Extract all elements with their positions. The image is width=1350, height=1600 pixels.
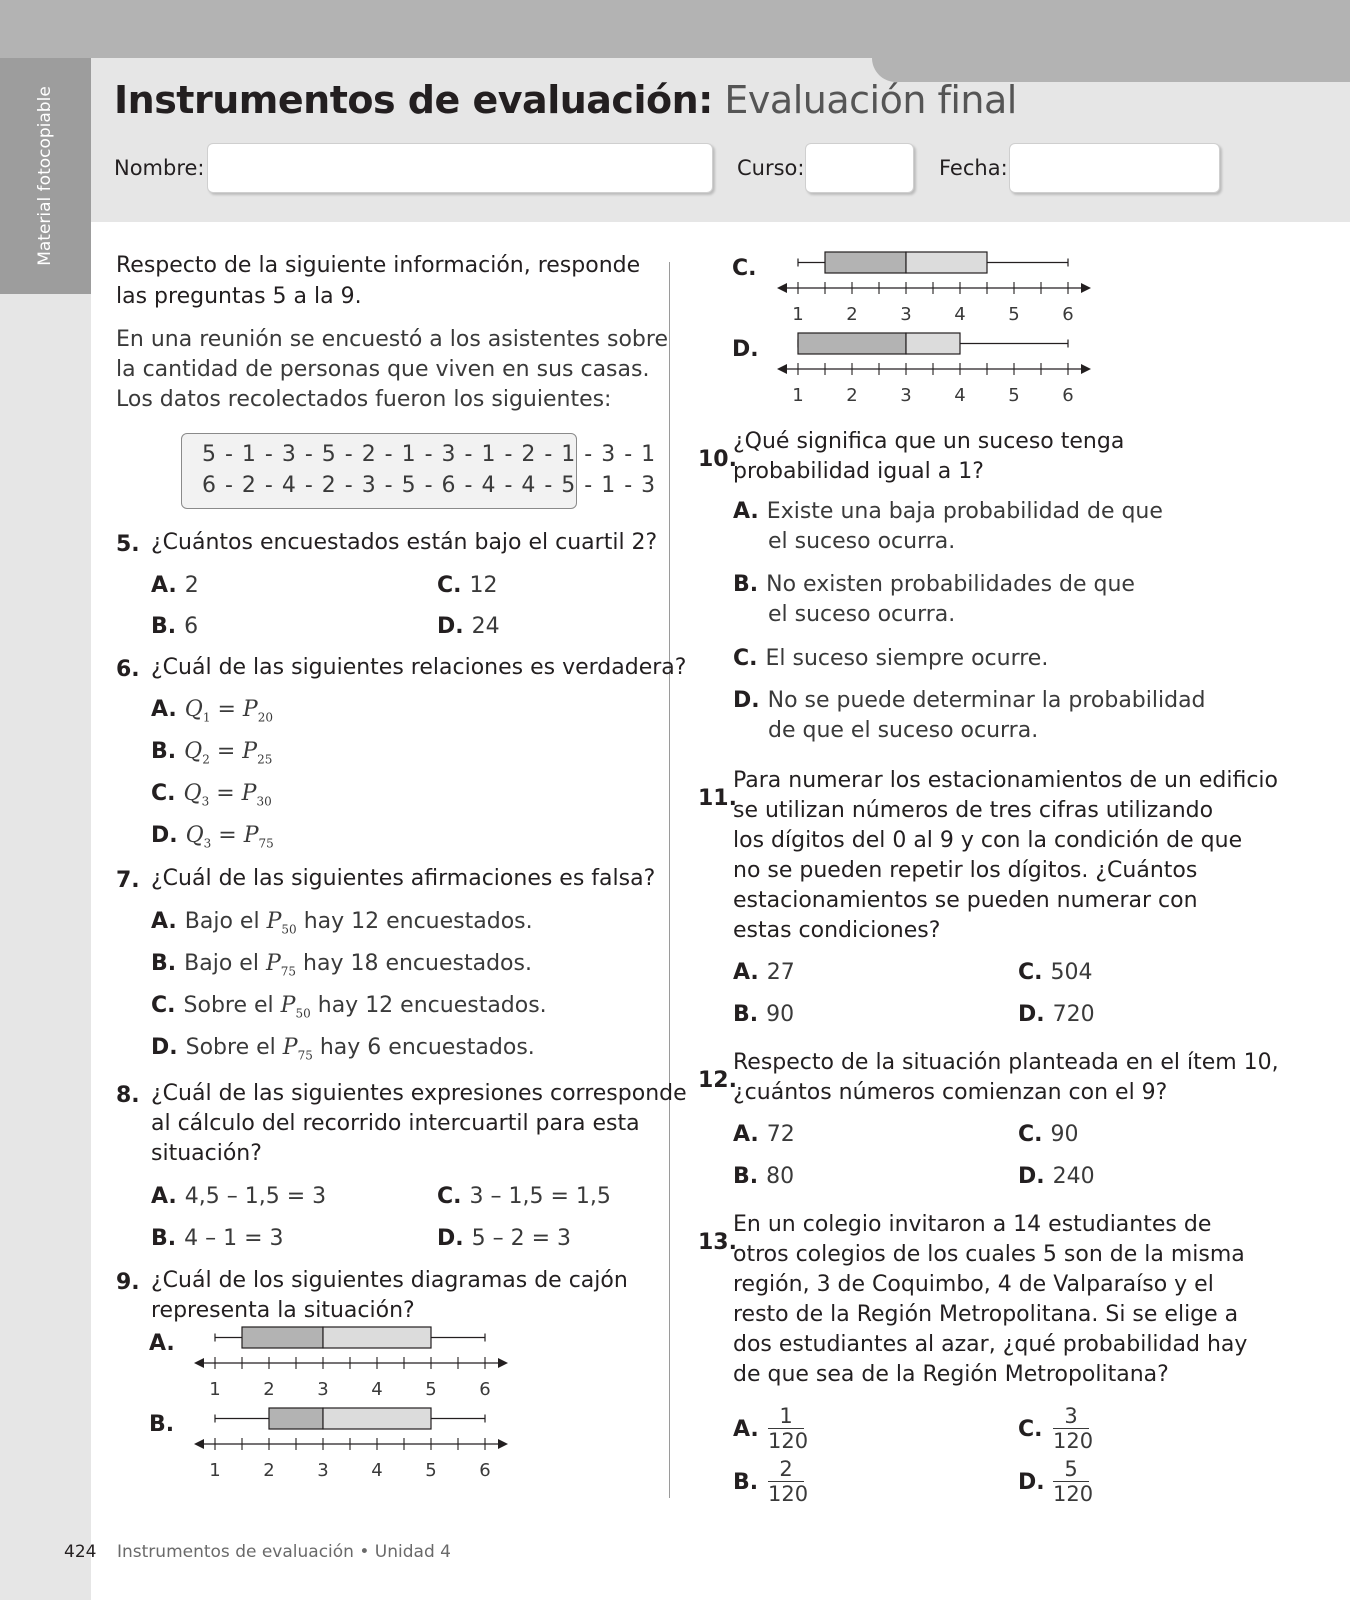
axis-tick-label: 1 bbox=[792, 385, 804, 405]
axis-arrow-left bbox=[777, 283, 787, 293]
q13-option-d-fraction: $\frac{5}{120}$ bbox=[1053, 1457, 1094, 1506]
q7-option-a[interactable]: A. Bajo el $P_{50}$ hay 12 encuestados. bbox=[151, 909, 533, 937]
nombre-field[interactable] bbox=[207, 143, 713, 193]
q12-line-2: ¿cuántos números comienzan con el 9? bbox=[733, 1080, 1168, 1105]
axis-arrow-left bbox=[194, 1358, 204, 1368]
q13-line-4: resto de la Región Metropolitana. Si se elige a bbox=[733, 1302, 1239, 1327]
title-bold: Instrumentos de evaluación: bbox=[114, 78, 713, 122]
q7-option-b[interactable]: B. Bajo el $P_{75}$ hay 18 encuestados. bbox=[151, 951, 532, 979]
q11-line-2: se utilizan números de tres cifras utilizando bbox=[733, 798, 1214, 823]
column-divider bbox=[669, 262, 670, 1498]
q5-option-a[interactable]: A. 2 bbox=[151, 573, 199, 598]
box-lower bbox=[798, 333, 906, 354]
q7-text: ¿Cuál de las siguientes afirmaciones es falsa? bbox=[151, 866, 656, 891]
q13-line-1: En un colegio invitaron a 14 estudiantes de bbox=[733, 1212, 1212, 1237]
q11-line-5: estacionamientos se pueden numerar con bbox=[733, 888, 1198, 913]
q12-option-c[interactable]: C. 90 bbox=[1018, 1122, 1079, 1147]
q13-line-3: región, 3 de Coquimbo, 4 de Valparaíso y el bbox=[733, 1272, 1214, 1297]
q10-option-b-cont: el suceso ocurra. bbox=[768, 602, 956, 627]
q12-option-b[interactable]: B. 80 bbox=[733, 1164, 795, 1189]
side-tab bbox=[0, 58, 91, 294]
fecha-label: Fecha: bbox=[939, 156, 1008, 180]
axis-tick-label: 6 bbox=[1062, 385, 1074, 405]
box-upper bbox=[323, 1408, 431, 1429]
boxplot-d[interactable] bbox=[729, 331, 1109, 405]
axis-arrow-right bbox=[498, 1358, 508, 1368]
data-box bbox=[181, 433, 657, 509]
axis-tick-label: 5 bbox=[1008, 304, 1020, 324]
q12-line-1: Respecto de la situación planteada en el ítem 10, bbox=[733, 1050, 1279, 1075]
q13-line-5: dos estudiantes al azar, ¿qué probabilidad hay bbox=[733, 1332, 1248, 1357]
q11-line-6: estas condiciones? bbox=[733, 918, 941, 943]
box-lower bbox=[269, 1408, 323, 1429]
q13-line-2: otros colegios de los cuales 5 son de la misma bbox=[733, 1242, 1245, 1267]
q5-option-b[interactable]: B. 6 bbox=[151, 614, 199, 639]
q6-option-d[interactable]: D. $Q_3 = P_{75}$ bbox=[151, 823, 274, 851]
box-upper bbox=[323, 1327, 431, 1348]
data-row-1: 5 - 1 - 3 - 5 - 2 - 1 - 3 - 1 - 2 - 1 - 3 - 1 bbox=[202, 442, 657, 467]
q6-option-c[interactable]: C. $Q_3 = P_{30}$ bbox=[151, 781, 272, 809]
q5-number: 5. bbox=[116, 532, 140, 557]
q10-number: 10. bbox=[698, 447, 737, 472]
axis-tick-label: 4 bbox=[954, 385, 966, 405]
axis-tick-label: 4 bbox=[371, 1460, 383, 1480]
nombre-label: Nombre: bbox=[114, 156, 205, 180]
axis-tick-label: 3 bbox=[900, 304, 912, 324]
axis-tick-label: 3 bbox=[900, 385, 912, 405]
page-title bbox=[114, 78, 1017, 122]
boxplot-label: A. bbox=[149, 1331, 175, 1356]
axis-tick-label: 4 bbox=[954, 304, 966, 324]
axis-tick-label: 5 bbox=[425, 1460, 437, 1480]
q7-option-d[interactable]: D. Sobre el $P_{75}$ hay 6 encuestados. bbox=[151, 1035, 535, 1063]
q6-option-b[interactable]: B. $Q_2 = P_{25}$ bbox=[151, 739, 273, 767]
axis-tick-label: 2 bbox=[263, 1379, 275, 1399]
q13-option-a-fraction: $\frac{1}{120}$ bbox=[768, 1404, 809, 1453]
q5-option-d[interactable]: D. 24 bbox=[437, 614, 500, 639]
q9-line-1: ¿Cuál de los siguientes diagramas de cajón bbox=[151, 1268, 628, 1293]
q10-option-d-cont: de que el suceso ocurra. bbox=[768, 718, 1039, 743]
q6-number: 6. bbox=[116, 657, 140, 682]
boxplot-label: C. bbox=[732, 256, 757, 281]
axis-tick-label: 1 bbox=[792, 304, 804, 324]
box-lower bbox=[242, 1327, 323, 1348]
data-row-2: 6 - 2 - 4 - 2 - 3 - 5 - 6 - 4 - 4 - 5 - 1 - 3 bbox=[202, 473, 657, 498]
q8-option-b[interactable]: B. 4 – 1 = 3 bbox=[151, 1226, 284, 1251]
side-label: Material fotocopiable bbox=[35, 86, 55, 266]
q13-option-c-fraction: $\frac{3}{120}$ bbox=[1053, 1404, 1094, 1453]
q8-option-c[interactable]: C. 3 – 1,5 = 1,5 bbox=[437, 1184, 611, 1209]
intro-desc-3: Los datos recolectados fueron los siguientes: bbox=[116, 387, 612, 412]
q11-option-b[interactable]: B. 90 bbox=[733, 1002, 795, 1027]
axis-tick-label: 1 bbox=[209, 1379, 221, 1399]
q11-line-3: los dígitos del 0 al 9 y con la condición de que bbox=[733, 828, 1243, 853]
q6-text: ¿Cuál de las siguientes relaciones es verdadera? bbox=[151, 655, 687, 680]
q13-option-d-label[interactable]: D. bbox=[1018, 1470, 1045, 1495]
q10-line-2: probabilidad igual a 1? bbox=[733, 459, 984, 484]
q11-line-4: no se pueden repetir los dígitos. ¿Cuántos bbox=[733, 858, 1198, 883]
q13-option-c-label[interactable]: C. bbox=[1018, 1417, 1043, 1442]
axis-tick-label: 6 bbox=[1062, 304, 1074, 324]
q5-option-c[interactable]: C. 12 bbox=[437, 573, 498, 598]
q9-line-2: representa la situación? bbox=[151, 1298, 415, 1323]
q6-option-a[interactable]: A. $Q_1 = P_{20}$ bbox=[151, 697, 273, 725]
q9-number: 9. bbox=[116, 1270, 140, 1295]
q12-option-a[interactable]: A. 72 bbox=[733, 1122, 795, 1147]
q13-option-b-label[interactable]: B. bbox=[733, 1470, 759, 1495]
title-rest: Evaluación final bbox=[724, 78, 1017, 122]
q5-text: ¿Cuántos encuestados están bajo el cuartil 2? bbox=[151, 530, 658, 555]
curso-field[interactable] bbox=[805, 143, 914, 193]
axis-tick-label: 5 bbox=[425, 1379, 437, 1399]
boxplot-label: B. bbox=[149, 1412, 175, 1437]
q10-option-c[interactable]: C. El suceso siempre ocurre. bbox=[733, 646, 1049, 671]
q13-line-6: de que sea de la Región Metropolitana? bbox=[733, 1362, 1169, 1387]
q13-option-a-label[interactable]: A. bbox=[733, 1417, 759, 1442]
intro-line-1: Respecto de la siguiente información, responde bbox=[116, 253, 641, 278]
q11-option-d[interactable]: D. 720 bbox=[1018, 1002, 1095, 1027]
q10-option-d[interactable]: D. No se puede determinar la probabilidad bbox=[733, 688, 1206, 713]
q7-number: 7. bbox=[116, 868, 140, 893]
q13-option-b-fraction: $\frac{2}{120}$ bbox=[768, 1457, 809, 1506]
boxplot-label: D. bbox=[732, 337, 759, 362]
axis-tick-label: 6 bbox=[479, 1460, 491, 1480]
axis-tick-label: 1 bbox=[209, 1460, 221, 1480]
intro-desc-2: la cantidad de personas que viven en sus casas. bbox=[116, 357, 650, 382]
q8-line-3: situación? bbox=[151, 1141, 262, 1166]
q10-option-a[interactable]: A. Existe una baja probabilidad de que bbox=[733, 499, 1163, 524]
curso-label: Curso: bbox=[737, 156, 805, 180]
axis-tick-label: 3 bbox=[317, 1379, 329, 1399]
axis-tick-label: 2 bbox=[846, 304, 858, 324]
q8-option-d[interactable]: D. 5 – 2 = 3 bbox=[437, 1226, 572, 1251]
axis-arrow-right bbox=[1081, 283, 1091, 293]
q11-line-1: Para numerar los estacionamientos de un edificio bbox=[733, 768, 1278, 793]
q10-line-1: ¿Qué significa que un suceso tenga bbox=[733, 429, 1125, 454]
axis-tick-label: 6 bbox=[479, 1379, 491, 1399]
axis-tick-label: 2 bbox=[263, 1460, 275, 1480]
axis-tick-label: 4 bbox=[371, 1379, 383, 1399]
boxplot-a[interactable] bbox=[146, 1325, 526, 1399]
q7-option-c[interactable]: C. Sobre el $P_{50}$ hay 12 encuestados. bbox=[151, 993, 547, 1021]
q8-line-2: al cálculo del recorrido intercuartil para esta bbox=[151, 1111, 640, 1136]
axis-tick-label: 5 bbox=[1008, 385, 1020, 405]
boxplot-b[interactable] bbox=[146, 1406, 526, 1480]
q11-number: 11. bbox=[698, 786, 737, 811]
fecha-field[interactable] bbox=[1009, 143, 1220, 193]
axis-arrow-left bbox=[194, 1439, 204, 1449]
q8-option-a[interactable]: A. 4,5 – 1,5 = 3 bbox=[151, 1184, 327, 1209]
q12-option-d[interactable]: D. 240 bbox=[1018, 1164, 1095, 1189]
axis-arrow-left bbox=[777, 364, 787, 374]
q13-number: 13. bbox=[698, 1230, 737, 1255]
q11-option-c[interactable]: C. 504 bbox=[1018, 960, 1093, 985]
axis-arrow-right bbox=[498, 1439, 508, 1449]
intro-line-2: las preguntas 5 a la 9. bbox=[116, 284, 362, 309]
q10-option-a-cont: el suceso ocurra. bbox=[768, 529, 956, 554]
axis-tick-label: 2 bbox=[846, 385, 858, 405]
q11-option-a[interactable]: A. 27 bbox=[733, 960, 795, 985]
box-lower bbox=[825, 252, 906, 273]
q12-number: 12. bbox=[698, 1068, 737, 1093]
boxplot-c[interactable] bbox=[729, 250, 1109, 324]
axis-tick-label: 3 bbox=[317, 1460, 329, 1480]
q8-line-1: ¿Cuál de las siguientes expresiones corresponde bbox=[151, 1081, 687, 1106]
page-number: 424 bbox=[64, 1542, 97, 1562]
intro-desc-1: En una reunión se encuestó a los asistentes sobre bbox=[116, 327, 668, 352]
box-upper bbox=[906, 252, 987, 273]
q10-option-b[interactable]: B. No existen probabilidades de que bbox=[733, 572, 1135, 597]
q8-number: 8. bbox=[116, 1083, 140, 1108]
footer-text: Instrumentos de evaluación • Unidad 4 bbox=[117, 1542, 451, 1562]
box-upper bbox=[906, 333, 960, 354]
axis-arrow-right bbox=[1081, 364, 1091, 374]
